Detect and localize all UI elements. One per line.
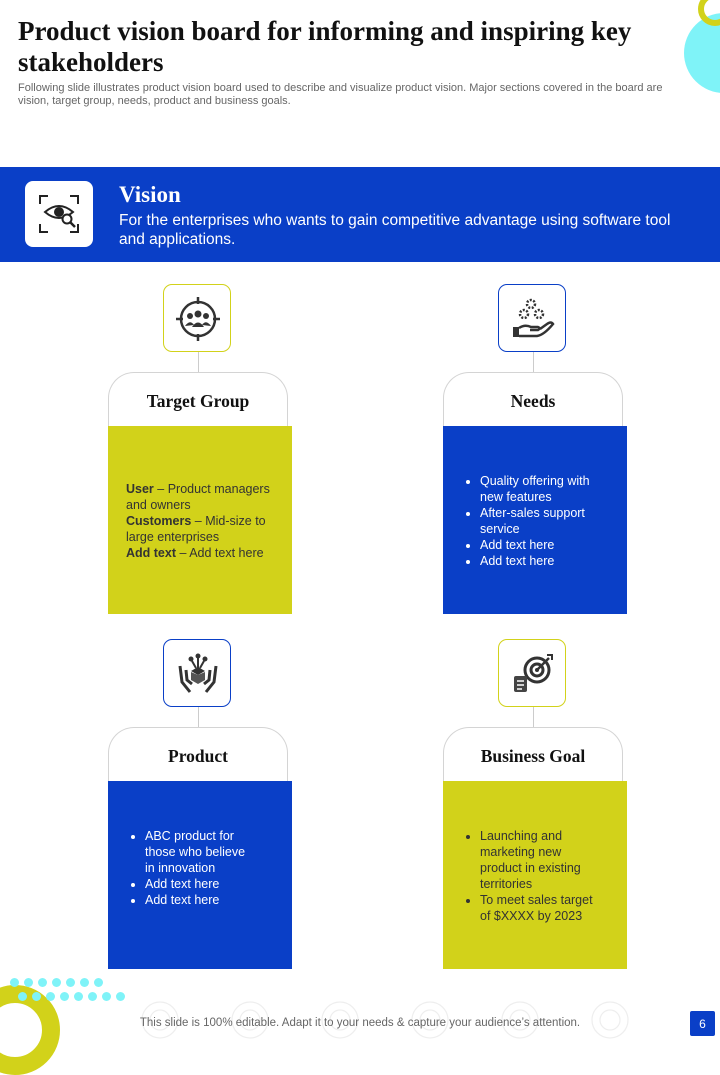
needs-item: • After-sales support service (480, 505, 607, 537)
footer-text: This slide is 100% editable. Adapt it to your needs & capture your audience’s attention. (139, 1017, 581, 1029)
business-goal-title: Business Goal (443, 727, 623, 785)
connector-line (533, 707, 534, 727)
product-icon-box (163, 639, 231, 707)
target-group-line-text: – Product managers and owners (126, 482, 270, 512)
business-goal-icon-box (498, 639, 566, 707)
needs-body (443, 426, 627, 614)
needs-item: • Add text here (480, 553, 607, 569)
target-group-body (108, 426, 292, 614)
target-group-line-label: User (126, 482, 154, 496)
page-number: 6 (690, 1011, 715, 1036)
target-group-line-label: Add text (126, 546, 176, 560)
business-goal-item: • To meet sales target of $XXXX by 2023 (480, 892, 602, 924)
target-group-title: Target Group (108, 372, 288, 430)
target-group-line-text: – Mid-size to large enterprises (126, 514, 266, 544)
product-item: • Add text here (145, 876, 247, 892)
product-title: Product (108, 727, 288, 785)
product-item: • Add text here (145, 892, 247, 908)
business-goal-list (462, 828, 602, 924)
target-group-line-label: Customers (126, 514, 192, 528)
target-audience-icon (176, 297, 220, 341)
product-list (127, 828, 247, 908)
target-group-line (126, 481, 278, 513)
connector-line (198, 707, 199, 727)
product-body (108, 781, 292, 969)
hands-product-icon (176, 652, 220, 696)
vision-icon-box (25, 181, 93, 247)
connector-line (198, 352, 199, 372)
page-title: Product vision board for informing and inspiring key stakeholders (18, 16, 632, 77)
vision-title: Vision (119, 182, 181, 207)
needs-item: • Add text here (480, 537, 607, 553)
vision-text: For the enterprises who wants to gain competitive advantage using software tool and applications. (119, 212, 671, 248)
vision-section (0, 167, 720, 262)
target-group-icon-box (163, 284, 231, 352)
page-subtitle: Following slide illustrates product vision board used to describe and visualize product vision. Major sections covered in the board are vision, target group, needs, product and business goals. (18, 82, 663, 107)
business-goal-body (443, 781, 627, 969)
target-group-line (126, 545, 278, 561)
target-group-line-text: – Add text here (176, 546, 264, 560)
hand-gears-icon (511, 297, 555, 341)
connector-line (533, 352, 534, 372)
eye-scan-icon (37, 192, 81, 236)
product-item: • ABC product for those who believe in innovation (145, 828, 247, 876)
goal-target-icon (511, 652, 555, 696)
needs-item: • Quality offering with new features (480, 473, 607, 505)
needs-icon-box (498, 284, 566, 352)
needs-title: Needs (443, 372, 623, 430)
needs-list (462, 473, 607, 569)
business-goal-item: • Launching and marketing new product in existing territories (480, 828, 602, 892)
target-group-line (126, 513, 278, 545)
